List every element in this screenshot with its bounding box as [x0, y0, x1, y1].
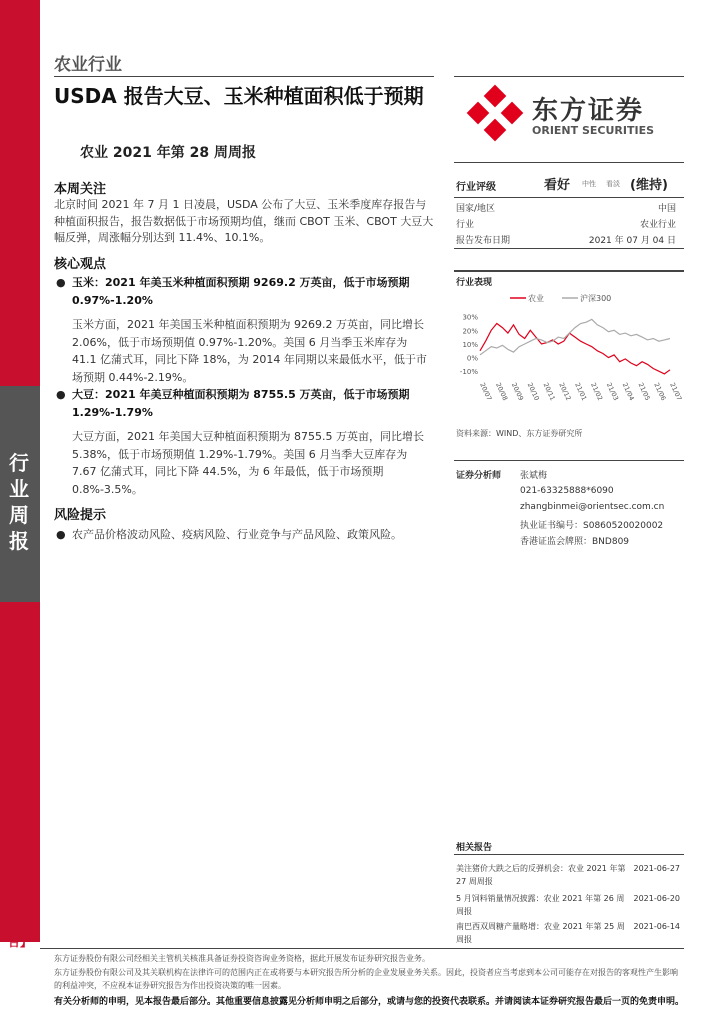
focus-text: 北京时间 2021 年 7 月 1 日凌晨，USDA 公布了大豆、玉米季度库存报告与种植面积报告，报告数据低于市场预期均值，继而 CBOT 玉米、CBOT 大豆大幅反弹，周涨幅分别达到 11.4%、10.1%。	[54, 198, 434, 244]
info-key: 国家/地区	[456, 204, 496, 214]
related-item[interactable]	[456, 892, 680, 918]
related-title[interactable]: 南巴西双周糖产量略增：农业 2021 年第 25 周周报	[456, 922, 625, 944]
rating-status: (维持)	[630, 178, 668, 193]
core-heading: 核心观点	[54, 257, 107, 272]
disclaimer-line2: 东方证券股份有限公司及其关联机构在法律许可的范围内正在或将要与本研究报告所分析的企业发展业务关系。因此，投资者应当考虑到本公司可能存在对报告的客观性产生影响的利益冲突，不应视本证券研究报告为作出投资决策的唯一因素。	[54, 968, 678, 990]
chart-svg	[456, 288, 684, 418]
side-strip-band	[0, 386, 40, 602]
x-tick-label: 21/05	[636, 381, 652, 402]
info-rule	[454, 248, 684, 249]
bullet-dot: ●	[56, 528, 66, 541]
rating-bearish: 看淡	[606, 180, 620, 188]
disclaimer-line1: 东方证券股份有限公司经相关主管机关核准具备证券投资咨询业务资格，据此开展发布证券研究报告业务。	[54, 954, 430, 963]
related-date: 2021-06-20	[633, 894, 680, 903]
chart-source: 资料来源：WIND、东方证券研究所	[456, 429, 583, 438]
analyst-rule	[454, 460, 684, 461]
logo-rule-bottom	[454, 162, 684, 163]
info-value: 农业行业	[639, 220, 676, 230]
report-subtitle: 农业 2021 年第 28 周周报	[80, 145, 256, 161]
rating-neutral: 中性	[582, 180, 596, 188]
analyst-phone: 021-63325888*6090	[520, 486, 614, 496]
related-heading: 相关报告	[456, 843, 493, 853]
logo-icon	[468, 86, 522, 140]
x-tick-label: 20/09	[509, 381, 526, 402]
analyst-email[interactable]: zhangbinmei@orientsec.com.cn	[520, 502, 665, 512]
y-tick-label: 10%	[462, 340, 478, 349]
logo-rule-top	[454, 76, 684, 77]
bullet-dot: ●	[56, 276, 66, 289]
rating-rule	[454, 197, 684, 198]
related-title[interactable]: 美注猪价大跌之后的反弹机会：农业 2021 年第 27 周周报	[456, 864, 626, 886]
logo-en: ORIENT SECURITIES	[532, 124, 655, 137]
legend-label: 沪深300	[580, 294, 612, 303]
company-logo	[468, 86, 678, 146]
legend-label: 农业	[528, 294, 544, 303]
y-tick-label: 20%	[462, 327, 478, 336]
y-tick-label: 0%	[466, 354, 478, 363]
info-key: 行业	[456, 220, 475, 230]
logo-cn: 东方证券	[532, 96, 645, 126]
x-tick-label: 21/04	[620, 381, 636, 402]
analyst-name: 张斌梅	[520, 471, 548, 481]
related-rule	[454, 854, 684, 855]
risk-heading: 风险提示	[54, 508, 107, 523]
header-rule	[54, 76, 434, 77]
info-value: 中国	[657, 204, 676, 214]
info-value: 2021 年 07 月 04 日	[588, 236, 676, 246]
x-tick-label: 21/03	[604, 381, 621, 402]
perf-rule	[454, 270, 684, 272]
related-item[interactable]	[456, 862, 680, 888]
corn-bullet-title: 玉米：2021 年美玉米种植面积预期 9269.2 万英亩，低于市场预期 0.97%-1.20%	[72, 276, 410, 307]
info-row	[456, 233, 676, 247]
x-tick-label: 20/12	[557, 381, 573, 402]
related-item[interactable]	[456, 920, 680, 946]
series-line-农业	[480, 324, 670, 374]
analyst-hk-license: 香港证监会牌照：BND809	[520, 537, 630, 547]
report-title: USDA 报告大豆、玉米种植面积低于预期	[54, 84, 424, 108]
risk-text: 农产品价格波动风险、疫病风险、行业竞争与产品风险、政策风险。	[72, 528, 402, 541]
rating-row	[456, 176, 682, 194]
related-date: 2021-06-14	[633, 922, 680, 931]
x-tick-label: 20/11	[541, 381, 557, 402]
related-date: 2021-06-27	[633, 864, 680, 873]
info-key: 报告发布日期	[456, 236, 511, 246]
info-row	[456, 217, 676, 231]
y-tick-label: 30%	[462, 313, 478, 322]
x-tick-label: 20/07	[478, 381, 494, 402]
x-tick-label: 21/06	[652, 381, 668, 402]
industry-label: 农业行业	[54, 55, 122, 75]
bottom-note: 有关分析师的申明，见本报告最后部分。其他重要信息披露见分析师申明之后部分，或请与您的投资代表联系。并请阅读本证券研究报告最后一页的免责申明。	[54, 997, 685, 1007]
x-tick-label: 21/01	[573, 381, 589, 402]
related-title[interactable]: 5 月饲料销量情况披露：农业 2021 年第 26 周周报	[456, 894, 625, 916]
focus-heading: 本周关注	[54, 182, 107, 197]
rating-value: 看好	[544, 178, 571, 193]
x-tick-label: 20/10	[525, 381, 541, 402]
soy-bullet-title: 大豆：2021 年美豆种植面积预期为 8755.5 万英亩，低于市场预期 1.29%-1.79%	[72, 388, 410, 419]
industry-performance-chart	[456, 288, 684, 418]
info-row	[456, 201, 676, 215]
perf-label: 行业表现	[456, 278, 493, 288]
analyst-role: 证券分析师	[456, 471, 502, 481]
side-vertical-label: 【行业·证券研究报告】	[8, 830, 33, 949]
x-tick-label: 20/08	[494, 381, 510, 402]
corn-bullet-text: 玉米方面，2021 年美国玉米种植面积预期为 9269.2 万英亩，同比增长 2.06%，低于市场预期值 0.97%-1.20%。美国 6 月当季玉米库存为 41.1 亿蒲式耳，同比下降 18%，为 2014 年同期以来最低水平，低于市场预期 0.44%-2.19%。	[72, 318, 427, 384]
x-tick-label: 21/02	[589, 381, 605, 402]
bullet-dot: ●	[56, 388, 66, 401]
rating-label: 行业评级	[456, 182, 496, 193]
y-tick-label: -10%	[459, 368, 478, 377]
analyst-cert: 执业证书编号：S0860520020002	[520, 521, 664, 531]
side-strip-top	[0, 0, 40, 386]
side-band-label: 行业周报	[9, 451, 29, 553]
soy-bullet-text: 大豆方面，2021 年美国大豆种植面积预期为 8755.5 万英亩，同比增长 5.38%，低于市场预期值 1.29%-1.79%。美国 6 月当季大豆库存为 7.67 亿蒲式耳，同比下降 44.5%，为 6 年最低，低于市场预期 0.8%-3.5%。	[72, 430, 424, 496]
x-tick-label: 21/07	[668, 381, 684, 402]
disclaimer-rule	[40, 948, 684, 949]
